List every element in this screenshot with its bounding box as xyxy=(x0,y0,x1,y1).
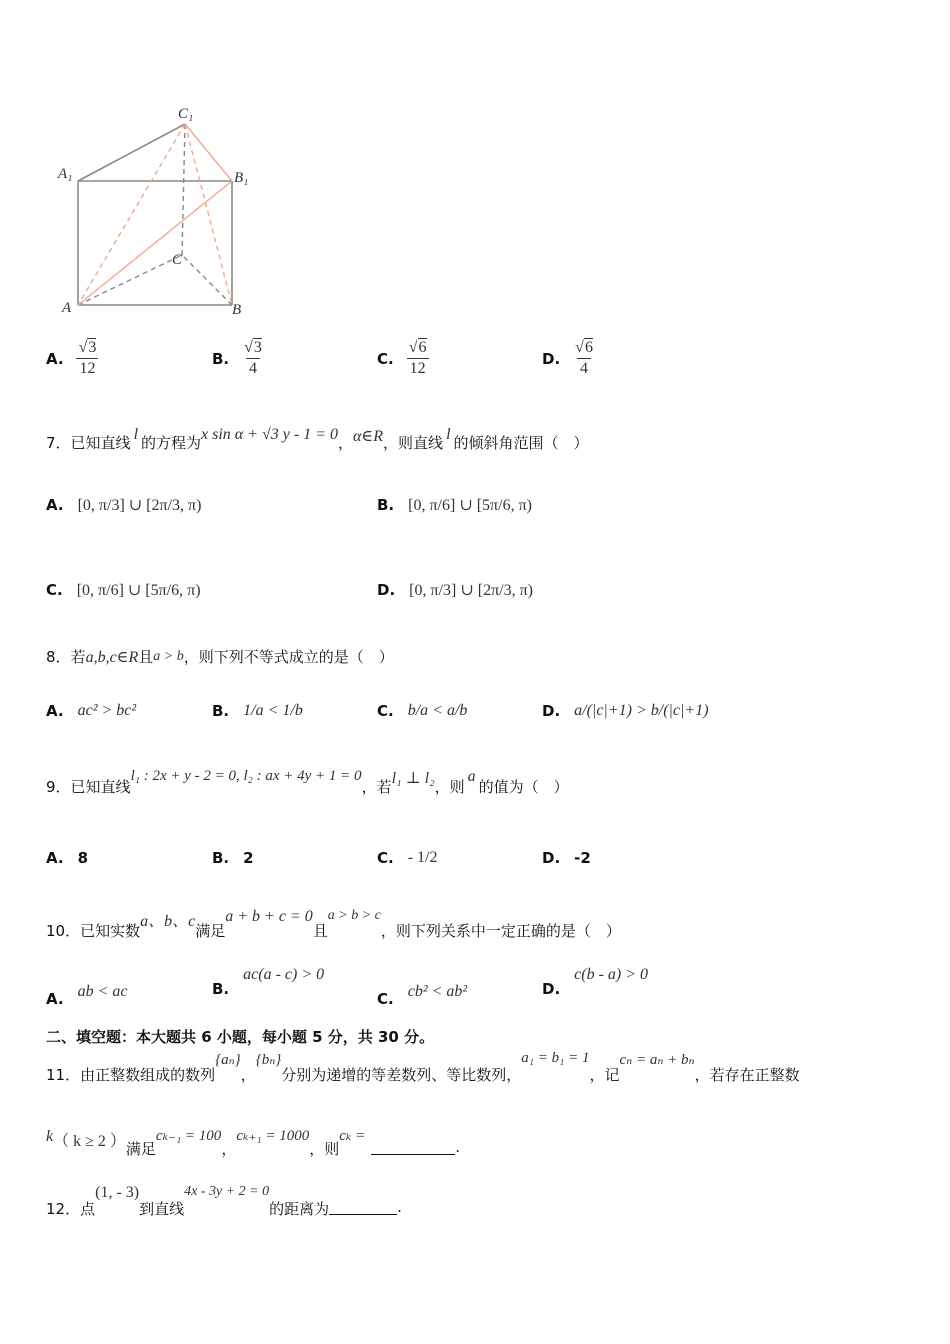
option-expr: ab < ac xyxy=(77,983,128,1000)
option-letter: B. xyxy=(212,702,230,720)
option-letter: A. xyxy=(46,702,64,720)
q10-cond1: a + b + c = 0 xyxy=(225,908,313,925)
q12-number: 12． xyxy=(46,1200,81,1218)
label-c: C xyxy=(172,252,183,268)
option-letter: D. xyxy=(542,849,561,867)
q10-option-d[interactable] xyxy=(542,966,648,998)
option-num: 3 xyxy=(88,339,97,356)
q11-init: a₁ = b₁ = 1 xyxy=(521,1050,590,1066)
option-expr: cb² < ab² xyxy=(407,983,468,1000)
q7-cond: α∈R xyxy=(353,428,384,445)
q11-stem-line1 xyxy=(46,1050,800,1085)
q9-text4: 的值为（ ） xyxy=(478,778,569,796)
q12-text1: 点 xyxy=(80,1200,96,1218)
option-letter: A. xyxy=(46,496,64,514)
label-c1: C₁ xyxy=(178,106,194,122)
option-letter: D. xyxy=(542,980,561,998)
option-value: 8 xyxy=(77,849,89,867)
q10-text3: 且 xyxy=(312,922,328,940)
q7-option-a[interactable] xyxy=(46,480,201,530)
option-expr: [0, π/6] ∪ [5π/6, π) xyxy=(408,497,532,514)
label-b1: B₁ xyxy=(234,170,249,186)
q6-option-c[interactable]: C. $\frac{√6}{12}$ xyxy=(377,338,432,379)
q10-stem xyxy=(46,908,621,941)
q9-number: 9． xyxy=(46,778,71,796)
q9-lines: l₁ : 2x + y - 2 = 0, l₂ : ax + 4y + 1 = 0 xyxy=(130,768,362,784)
q10-option-b[interactable] xyxy=(212,966,324,998)
q9-option-a[interactable] xyxy=(46,849,88,867)
q8-cond: a > b xyxy=(153,648,184,664)
option-letter: D. xyxy=(542,349,561,368)
option-num: 3 xyxy=(253,339,262,356)
q8-vars: a,b,c∈R xyxy=(85,648,139,666)
option-expr: c(b - a) > 0 xyxy=(574,966,649,983)
q6-option-a[interactable]: A. $\frac{√3}{12}$ xyxy=(46,338,101,379)
option-expr: ac(a - c) > 0 xyxy=(243,966,325,983)
q11-text5: 满足 xyxy=(125,1140,156,1158)
q11-answer-blank[interactable] xyxy=(371,1126,455,1155)
q8-option-a[interactable] xyxy=(46,702,136,720)
q8-text1: 若 xyxy=(70,648,86,666)
label-b: B xyxy=(232,302,242,318)
q11-text2: 分别为递增的等差数列、等比数列， xyxy=(281,1066,522,1084)
q7-equation: x sin α + √3 y - 1 = 0 xyxy=(201,426,339,443)
q7-text1: 已知直线 xyxy=(70,434,131,452)
q10-number: 10． xyxy=(46,922,81,940)
option-expr: [0, π/6] ∪ [5π/6, π) xyxy=(76,582,201,599)
option-value: - 1/2 xyxy=(407,849,438,866)
q8-stem xyxy=(46,646,394,667)
q7-l2: l xyxy=(446,426,451,443)
option-letter: A. xyxy=(46,349,64,368)
q10-cond2: a > b > c xyxy=(327,908,381,923)
q11-k: k xyxy=(46,1128,54,1145)
q11-comma: ， xyxy=(240,1066,256,1084)
option-letter: C. xyxy=(377,990,394,1008)
q11-text4: ，若存在正整数 xyxy=(694,1066,800,1084)
q11-def: cₙ = aₙ + bₙ xyxy=(619,1052,695,1068)
section-heading: 二、填空题：本大题共 6 小题，每小题 5 分，共 30 分。 xyxy=(46,1028,435,1046)
q12-answer-blank[interactable] xyxy=(329,1184,397,1215)
q12-end: . xyxy=(397,1198,402,1216)
q9-text1: 已知直线 xyxy=(70,778,131,796)
option-expr: a/(|c|+1) > b/(|c|+1) xyxy=(574,702,709,719)
option-expr: b/a < a/b xyxy=(407,702,468,719)
q7-text3: ，则直线 xyxy=(383,434,444,452)
option-expr: [0, π/3] ∪ [2π/3, π) xyxy=(409,582,533,599)
q8-option-d[interactable] xyxy=(542,702,709,720)
q10-option-a[interactable] xyxy=(46,976,128,1008)
q8-number: 8． xyxy=(46,648,71,666)
option-letter: C. xyxy=(377,702,394,720)
q11-seq-b: {bₙ} xyxy=(255,1052,282,1068)
option-expr: ac² > bc² xyxy=(77,702,137,719)
option-letter: C. xyxy=(377,849,394,867)
q11-text6: ，则 xyxy=(309,1140,340,1158)
q8-text3: ，则下列不等式成立的是（ ） xyxy=(183,648,394,666)
q7-text4: 的倾斜角范围（ ） xyxy=(453,434,589,452)
q10-text1: 已知实数 xyxy=(80,922,141,940)
q11-kcond: （ k ≥ 2 ） xyxy=(53,1133,126,1150)
q9-text3: ，则 xyxy=(434,778,465,796)
option-letter: B. xyxy=(212,980,230,998)
q12-text3: 的距离为 xyxy=(269,1200,330,1218)
q11-c2: cₖ₊₁ = 1000 xyxy=(236,1128,310,1144)
q7-sep: ， xyxy=(338,434,354,452)
q11-ck: cₖ = xyxy=(339,1128,366,1144)
option-letter: D. xyxy=(377,581,396,599)
q9-option-b[interactable] xyxy=(212,849,254,867)
q10-option-c[interactable] xyxy=(377,976,467,1008)
q8-option-b[interactable] xyxy=(212,702,303,720)
q9-cond: l₁ ⊥ l₂ xyxy=(391,770,435,787)
option-num: 6 xyxy=(418,339,427,356)
option-den: 12 xyxy=(407,358,429,379)
q10-text2: 满足 xyxy=(195,922,226,940)
q7-number: 7． xyxy=(46,434,71,452)
option-expr: [0, π/3] ∪ [2π/3, π) xyxy=(77,497,202,514)
q9-option-d[interactable] xyxy=(542,849,591,867)
q6-option-b[interactable]: B. $\frac{√3}{4}$ xyxy=(212,339,262,377)
option-letter: B. xyxy=(377,496,395,514)
option-letter: D. xyxy=(542,702,561,720)
q12-line: 4x - 3y + 2 = 0 xyxy=(184,1184,270,1199)
option-letter: A. xyxy=(46,990,64,1008)
option-expr: 1/a < 1/b xyxy=(243,702,303,719)
option-den: 4 xyxy=(246,358,260,379)
q7-option-c[interactable] xyxy=(46,565,201,615)
option-letter: A. xyxy=(46,849,64,867)
label-a: A xyxy=(62,300,72,316)
option-num: 6 xyxy=(584,339,593,356)
label-a1: A₁ xyxy=(58,166,73,182)
q7-text2: 的方程为 xyxy=(141,434,202,452)
q11-stem-line2 xyxy=(46,1126,460,1159)
q7-option-d[interactable] xyxy=(377,565,533,615)
option-den: 4 xyxy=(577,358,591,379)
prism-figure xyxy=(50,100,270,330)
q11-number: 11． xyxy=(46,1066,81,1084)
option-letter: C. xyxy=(46,581,63,599)
q12-text2: 到直线 xyxy=(139,1200,185,1218)
q11-comma2: ， xyxy=(221,1140,237,1158)
q10-vars: a、b、c xyxy=(140,913,196,930)
q7-l: l xyxy=(133,426,139,443)
q7-stem xyxy=(46,426,589,453)
q12-stem xyxy=(46,1184,402,1219)
q6-option-d[interactable]: D. $\frac{√6}{4}$ xyxy=(542,339,593,377)
q10-text4: ，则下列关系中一定正确的是（ ） xyxy=(380,922,621,940)
q11-seq-a: {aₙ} xyxy=(215,1052,241,1068)
option-letter: B. xyxy=(212,849,230,867)
option-letter: C. xyxy=(377,349,394,368)
q11-c1: cₖ₋₁ = 100 xyxy=(155,1128,222,1144)
q9-text2: ，若 xyxy=(361,778,392,796)
q11-text1: 由正整数组成的数列 xyxy=(80,1066,216,1084)
q9-option-c[interactable] xyxy=(377,849,438,867)
q11-end: . xyxy=(455,1138,461,1156)
q12-point: (1, - 3) xyxy=(95,1184,140,1201)
option-letter: B. xyxy=(212,349,230,368)
q11-text3: ，记 xyxy=(589,1066,620,1084)
option-den: 12 xyxy=(76,358,98,379)
q9-var: a xyxy=(467,768,476,785)
q9-stem xyxy=(46,768,569,797)
option-value: 2 xyxy=(243,849,254,867)
option-value: -2 xyxy=(574,849,591,867)
q7-option-b[interactable] xyxy=(377,480,532,530)
q8-text2: 且 xyxy=(138,648,154,666)
q8-option-c[interactable] xyxy=(377,702,467,720)
